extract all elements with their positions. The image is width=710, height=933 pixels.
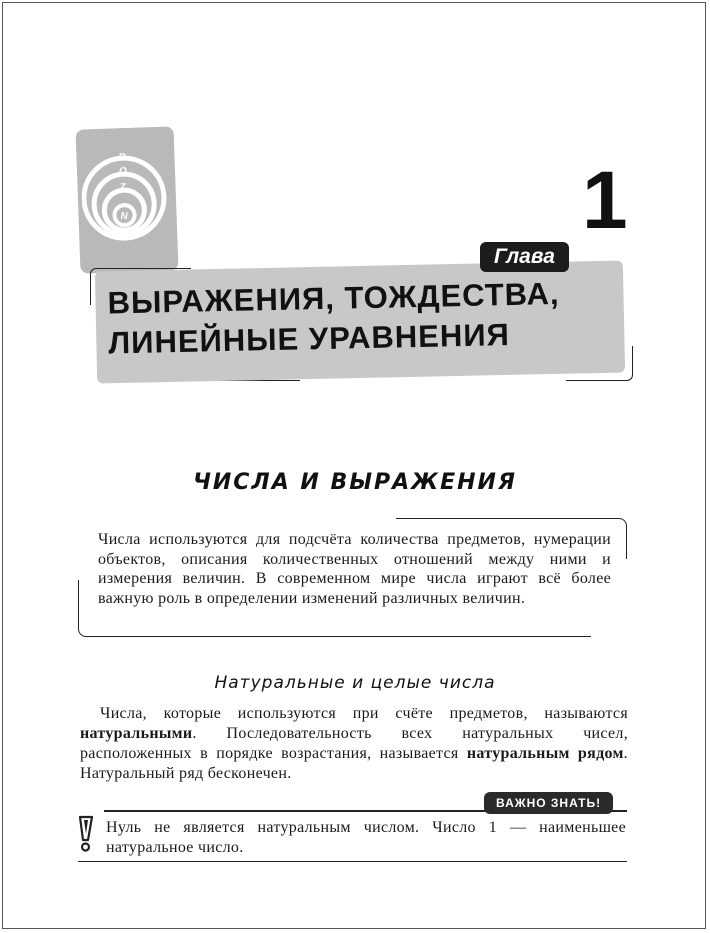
- term-natural: натуральными: [80, 725, 193, 742]
- chapter-number: 1: [582, 155, 628, 246]
- chapter-title-line-2: ЛИНЕЙНЫЕ УРАВНЕНИЯ: [108, 317, 511, 361]
- chapter-label: Глава: [480, 242, 569, 272]
- intro-paragraph: Числа используются для подсчёта количества предметов, нумерации объектов, описания количественных отношений между ними и измерения величин. В современном мире числа играют всё более важную роль в определении изменений различных величин.: [98, 531, 611, 607]
- concentric-rings-icon: [80, 136, 174, 259]
- logo-letter-q: Q: [118, 165, 127, 178]
- subsection-title: Натуральные и целые числа: [214, 673, 496, 693]
- body-text-part: Числа, которые используются при счёте предметов, называются: [100, 705, 628, 722]
- chapter-title-line-1: ВЫРАЖЕНИЯ, ТОЖДЕСТВА,: [107, 275, 560, 321]
- logo-letter-n: N: [120, 210, 129, 223]
- body-text-part: . Последовательность всех натуральных чисел, расположенных в порядке возрастания, называется: [80, 725, 628, 762]
- note-text: Нуль не является натуральным числом. Число 1 — наименьшее натуральное число.: [106, 819, 626, 856]
- important-badge: ВАЖНО ЗНАТЬ!: [484, 792, 613, 814]
- exclamation-icon: [74, 814, 98, 854]
- body-paragraph: [80, 704, 628, 784]
- section-title: ЧИСЛА И ВЫРАЖЕНИЯ: [193, 470, 517, 495]
- chapter-title: [107, 273, 629, 364]
- term-natural-series: натуральным рядом: [466, 745, 624, 762]
- number-sets-logo: [76, 126, 179, 273]
- logo-letter-z: Z: [119, 182, 126, 194]
- body-text-part: . Натуральный ряд бесконечен.: [80, 745, 628, 782]
- note-divider: [78, 861, 627, 862]
- logo-letter-r: R: [118, 152, 126, 164]
